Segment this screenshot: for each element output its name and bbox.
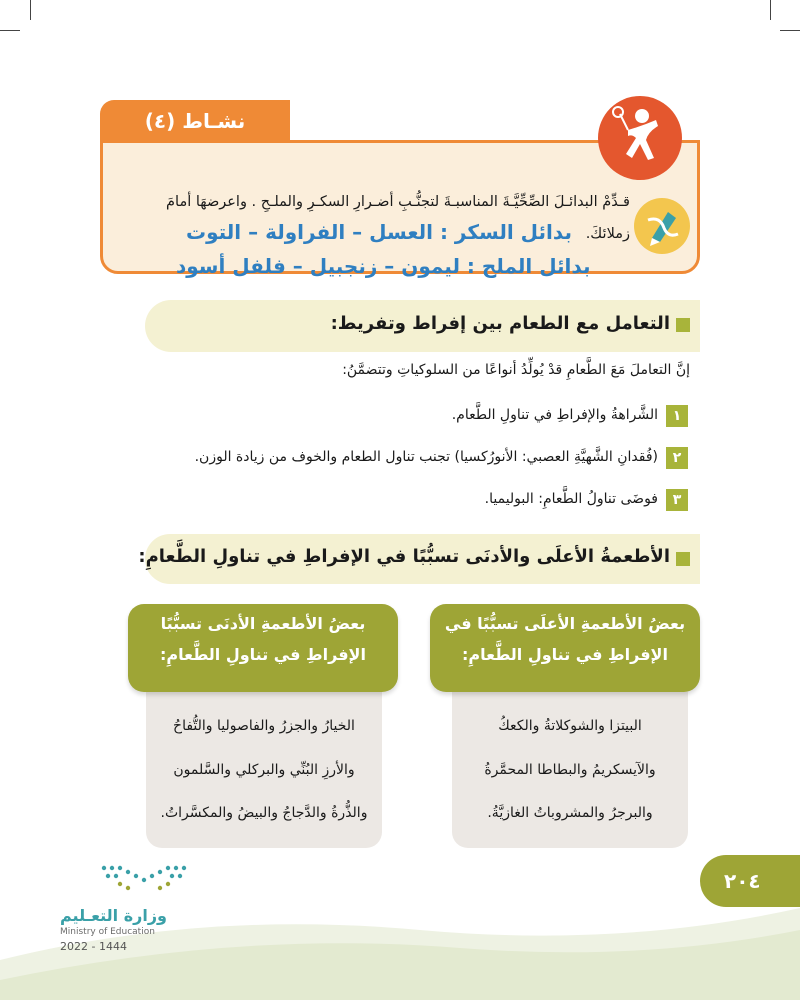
card-header-line: بعضُ الأطعمةِ الأعلَى تسبُّبًا في [444, 614, 686, 633]
section-bullet [676, 318, 690, 332]
crop-mark [770, 0, 771, 20]
item-number: ١ [666, 405, 688, 427]
card-line: والآيسكريمُ والبطاطا المحمَّرةُ [484, 762, 656, 778]
card-header-line: الإفراطِ في تناولِ الطَّعامِ: [462, 645, 668, 664]
list-item: فوضَى تناولُ الطَّعامِ: البوليميا. [484, 491, 658, 507]
card-header-line: الإفراطِ في تناولِ الطَّعامِ: [160, 645, 366, 664]
crop-mark [30, 0, 31, 20]
section-title: التعامل مع الطعام بين إفراط وتفريط: [330, 313, 670, 334]
card-line: والأرزِ البُنِّي والبركلي والسَّلمون [173, 762, 355, 778]
list-item: الشَّراهةُ والإفراطِ في تناولِ الطَّعام. [451, 407, 658, 423]
card-header-line: بعضُ الأطعمةِ الأدنَى تسبُّبًا [160, 614, 366, 633]
ministry-logo [98, 862, 192, 902]
answer-sugar: بدائل السكر : العسل – الفراولة – التوت [186, 220, 572, 244]
crop-mark [780, 30, 800, 31]
card-line: الخيارُ والجزرُ والفاصوليا والتُّفاحُ [173, 718, 355, 734]
activity-title: نشـاط (٤) [144, 109, 246, 133]
section-intro: إنَّ التعاملَ مَعَ الطَّعامِ قدْ يُولِّدُ أنواعًا من السلوكياتِ وتتضمَّنُ: [342, 362, 690, 378]
card-line: والبرجرُ والمشروباتُ الغازيَّةُ. [487, 805, 653, 821]
edition-year: 2022 - 1444 [60, 940, 127, 953]
activity-figure-icon [598, 96, 682, 180]
pencil-icon [634, 198, 690, 254]
list-item: (فُقدانِ الشَّهيَّةِ العصبي: الأنورُكسيا) تجنب تناول الطعام والخوف من زيادة الوزن. [194, 449, 658, 465]
instruction-line: قـدِّمْ البدائـلَ الصِّحِّيَّـةَ المناسبـةَ لتجنُّـبِ أضـرارِ السكـرِ والملـحِ . واعرضهَا أمامَ [166, 194, 630, 210]
page-number: ٢٠٤ [700, 855, 800, 907]
section-title: الأطعمةُ الأعلَى والأدنَى تسبُّبًا في الإفراطِ في تناولِ الطَّعامِ: [138, 546, 670, 567]
ministry-name-ar: وزارة التعـليم [60, 906, 167, 925]
item-number: ٣ [666, 489, 688, 511]
item-number: ٢ [666, 447, 688, 469]
card-line: والذُّرةُ والدَّجاجُ والبيضُ والمكسَّراتُ. [160, 805, 368, 821]
ministry-name-en: Ministry of Education [60, 927, 155, 937]
card-header-high [430, 604, 700, 692]
section-bullet [676, 552, 690, 566]
answer-salt: بدائل الملح : ليمون – زنجبيل – فلفل أسود [176, 254, 591, 278]
card-line: البيتزا والشوكلاتةُ والكعكُ [498, 718, 642, 734]
crop-mark [0, 30, 20, 31]
card-header-low [128, 604, 398, 692]
instruction-line: زملائكَ. [585, 226, 630, 242]
